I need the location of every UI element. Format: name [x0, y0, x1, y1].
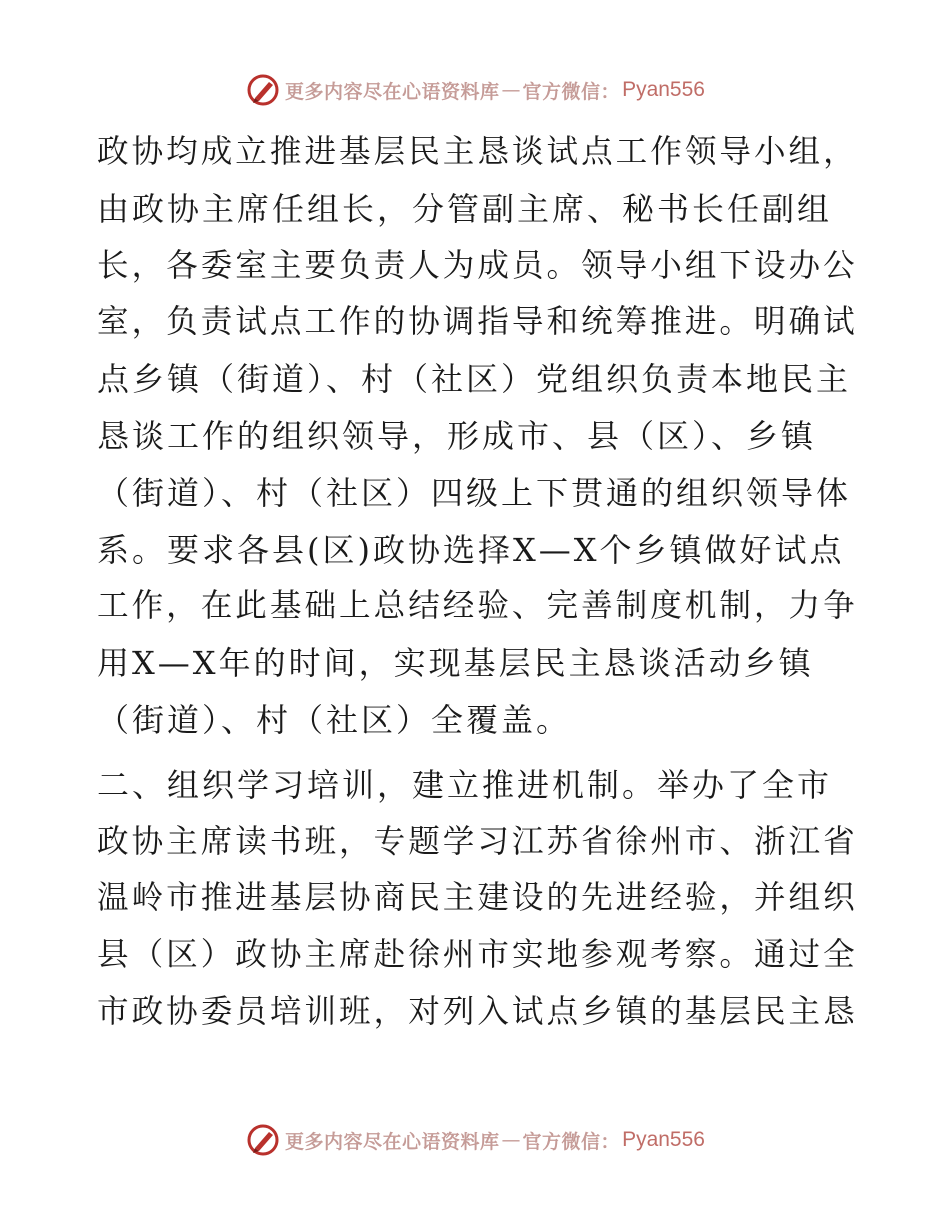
watermark-separator: —: [501, 1129, 521, 1151]
watermark-text: 更多内容尽在心语资料库: [285, 80, 500, 103]
text-line: 市政协委员培训班，对列入试点乡镇的基层民主恳: [97, 993, 858, 1030]
text-line: 县（区）政协主席赴徐州市实地参观考察。通过全: [97, 937, 858, 974]
footer-watermark: [0, 1122, 950, 1158]
text-line: 温岭市推进基层协商民主建设的先进经验，并组织: [97, 880, 858, 917]
watermark-text: 更多内容尽在心语资料库: [285, 1130, 500, 1153]
text-line: 政协主席读书班，专题学习江苏省徐州市、浙江省: [97, 823, 858, 860]
text-line: 由政协主席任组长，分管副主席、秘书长任副组: [97, 189, 833, 228]
watermark-wechat-id: Pyan556: [622, 78, 705, 101]
text-line: （街道）、村（社区）四级上下贯通的组织领导体: [97, 473, 852, 512]
pen-logo-icon: [245, 1122, 281, 1158]
paragraph-1: [97, 124, 857, 749]
text-line: 室，负责试点工作的协调指导和统筹推进。明确试: [97, 304, 858, 341]
text-line: 系。要求各县(区)政协选择X—X个乡镇做好试点: [97, 530, 845, 569]
watermark-wechat-id: Pyan556: [622, 1128, 705, 1151]
pen-logo-icon: [245, 72, 281, 108]
text-line: 恳谈工作的组织领导，形成市、县（区）、乡镇: [97, 416, 817, 455]
watermark-wechat-label: 官方微信：: [522, 80, 621, 103]
text-line: 二、组织学习培训，建立推进机制。举办了全市: [97, 765, 833, 804]
text-line: 长，各委室主要负责人为成员。领导小组下设办公: [97, 247, 858, 284]
document-body: [97, 124, 857, 1041]
watermark-wechat-label: 官方微信：: [522, 1130, 621, 1153]
paragraph-2: [97, 757, 857, 1041]
text-line: 用X—X年的时间，实现基层民主恳谈活动乡镇: [97, 644, 814, 683]
text-line: 点乡镇（街道）、村（社区）党组织负责本地民主: [97, 360, 852, 399]
text-line: 工作，在此基础上总结经验、完善制度机制，力争: [97, 588, 858, 625]
text-line: 政协均成立推进基层民主恳谈试点工作领导小组，: [97, 134, 858, 170]
watermark-separator: —: [501, 79, 521, 101]
header-watermark: [0, 72, 950, 108]
text-line: （街道）、村（社区）全覆盖。: [97, 700, 572, 739]
